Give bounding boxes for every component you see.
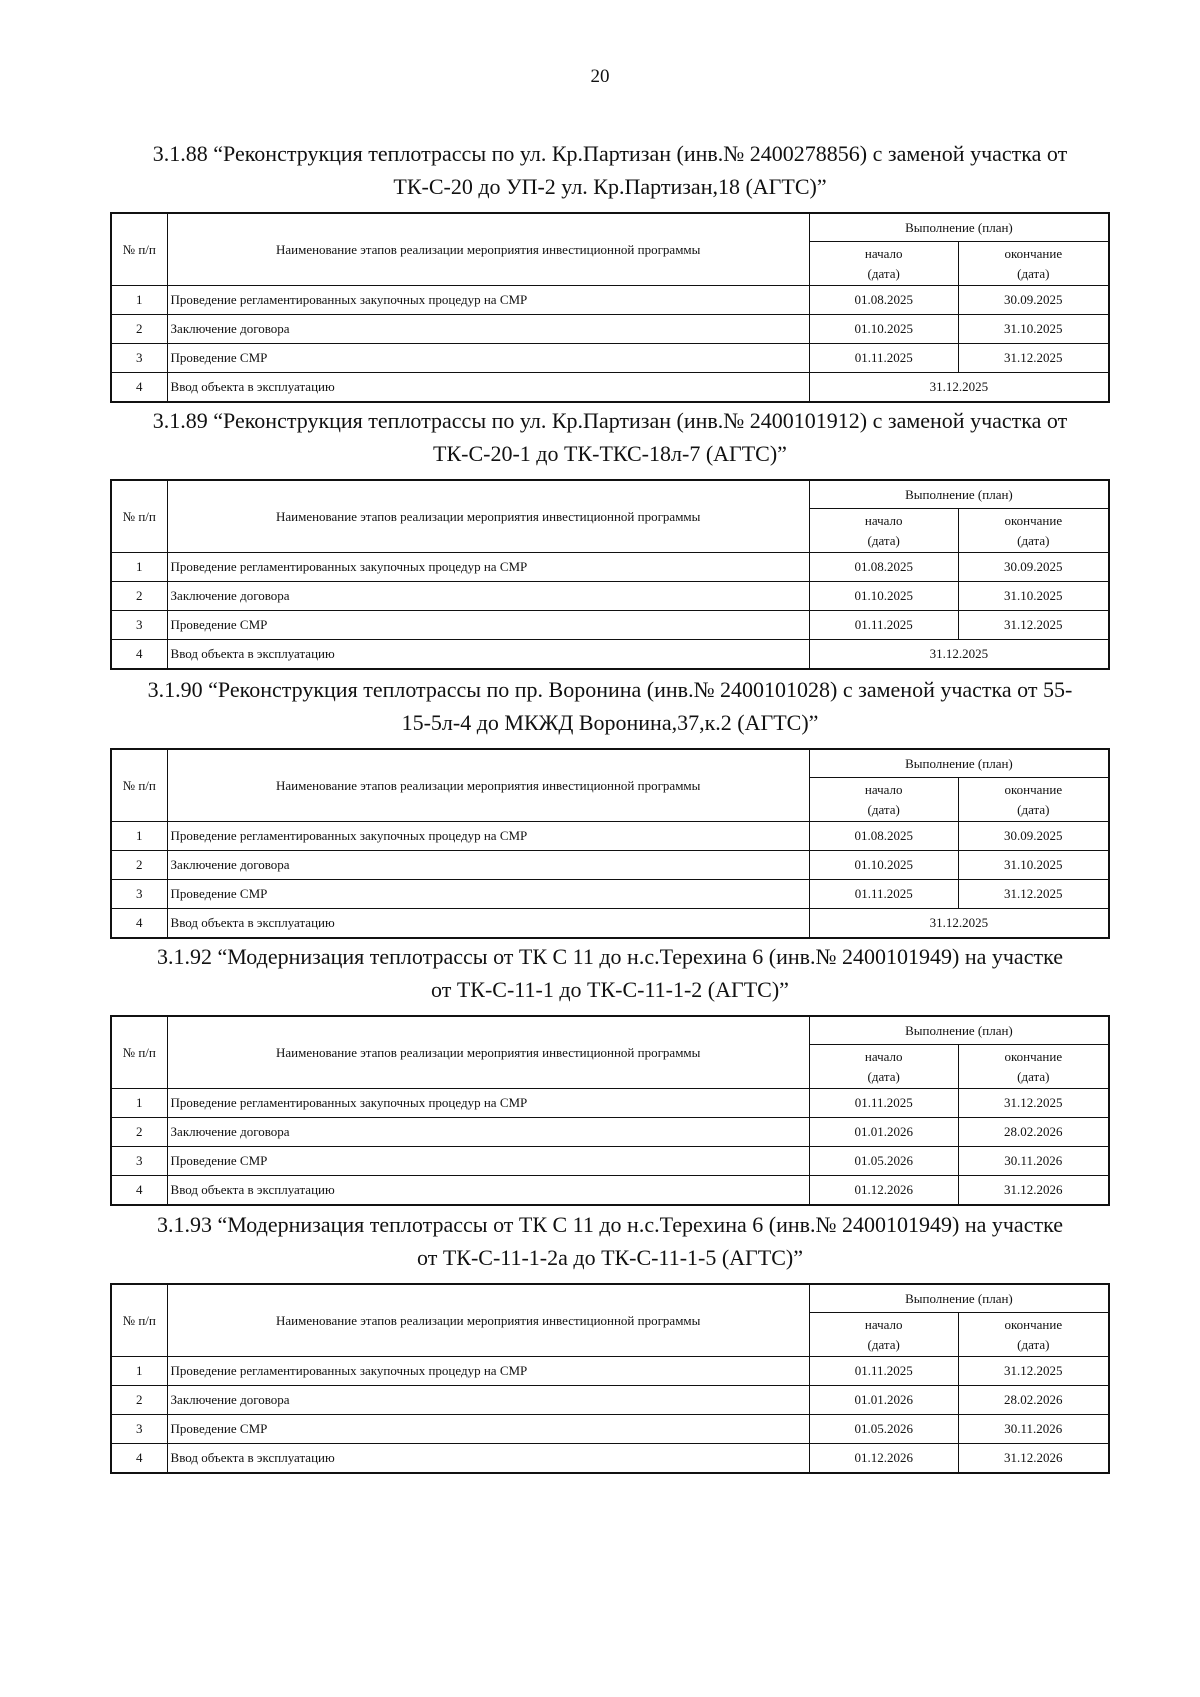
table-row	[111, 1118, 1109, 1147]
section-title-line: от ТК-С-11-1-2а до ТК-С-11-1-5 (АГТС)”	[417, 1245, 803, 1270]
start-date: 01.08.2025	[809, 553, 958, 582]
end-date: 31.12.2025	[958, 611, 1109, 640]
stage-name: Проведение регламентированных закупочных процедур на СМР	[167, 286, 809, 315]
header-num: № п/п	[111, 749, 167, 822]
start-date: 01.11.2025	[809, 611, 958, 640]
start-date: 01.10.2025	[809, 315, 958, 344]
section-title-line: 3.1.92 “Модернизация теплотрассы от ТК С 11 до н.с.Терехина 6 (инв.№ 2400101949) на участке	[157, 944, 1063, 969]
stage-name: Ввод объекта в эксплуатацию	[167, 909, 809, 939]
start-date: 01.05.2026	[809, 1147, 958, 1176]
plan-section	[110, 940, 1110, 1206]
table-row	[111, 822, 1109, 851]
row-number: 2	[111, 315, 167, 344]
header-end	[958, 778, 1109, 822]
row-number: 4	[111, 909, 167, 939]
table-row	[111, 909, 1109, 939]
header-execution: Выполнение (план)	[809, 1016, 1109, 1045]
header-num: № п/п	[111, 1016, 167, 1089]
table-row	[111, 1089, 1109, 1118]
plan-table	[110, 1015, 1110, 1206]
header-end-label: окончание	[1004, 512, 1063, 528]
header-end	[958, 509, 1109, 553]
stage-name: Ввод объекта в эксплуатацию	[167, 373, 809, 403]
row-number: 1	[111, 553, 167, 582]
table-row	[111, 1444, 1109, 1474]
header-start-sub: (дата)	[867, 532, 900, 548]
start-date: 01.08.2025	[809, 822, 958, 851]
stage-name: Проведение регламентированных закупочных процедур на СМР	[167, 553, 809, 582]
section-title	[110, 137, 1110, 203]
end-date: 31.10.2025	[958, 582, 1109, 611]
page-number: 20	[590, 66, 610, 87]
end-date: 30.09.2025	[958, 286, 1109, 315]
header-start	[809, 778, 958, 822]
start-date: 01.12.2026	[809, 1176, 958, 1206]
header-execution: Выполнение (план)	[809, 480, 1109, 509]
section-title	[110, 404, 1110, 470]
header-start-label: начало	[864, 1316, 903, 1332]
table-row	[111, 286, 1109, 315]
end-date: 31.12.2025	[958, 344, 1109, 373]
section-title	[110, 673, 1110, 739]
header-row	[111, 1016, 1109, 1045]
commissioning-date: 31.12.2025	[809, 909, 1109, 939]
row-number: 3	[111, 880, 167, 909]
header-end-label: окончание	[1004, 1048, 1063, 1064]
row-number: 3	[111, 1415, 167, 1444]
start-date: 01.05.2026	[809, 1415, 958, 1444]
table-row	[111, 851, 1109, 880]
row-number: 3	[111, 344, 167, 373]
header-stage-name: Наименование этапов реализации мероприятия инвестиционной программы	[167, 1016, 809, 1089]
section-title	[110, 940, 1110, 1006]
row-number: 3	[111, 1147, 167, 1176]
section-title-line: 3.1.90 “Реконструкция теплотрассы по пр. Воронина (инв.№ 2400101028) с заменой участка от 55-	[147, 677, 1073, 702]
header-execution: Выполнение (план)	[809, 1284, 1109, 1313]
end-date: 31.12.2025	[958, 880, 1109, 909]
table-row	[111, 1386, 1109, 1415]
plan-table	[110, 748, 1110, 939]
section-title-line: 3.1.93 “Модернизация теплотрассы от ТК С 11 до н.с.Терехина 6 (инв.№ 2400101949) на участке	[157, 1212, 1063, 1237]
header-start	[809, 1045, 958, 1089]
header-end-label: окончание	[1004, 245, 1063, 261]
stage-name: Проведение регламентированных закупочных процедур на СМР	[167, 1089, 809, 1118]
header-start-sub: (дата)	[867, 1336, 900, 1352]
end-date: 30.11.2026	[958, 1147, 1109, 1176]
stage-name: Проведение СМР	[167, 1147, 809, 1176]
row-number: 1	[111, 1089, 167, 1118]
end-date: 28.02.2026	[958, 1118, 1109, 1147]
plan-section	[110, 137, 1110, 403]
end-date: 28.02.2026	[958, 1386, 1109, 1415]
table-row	[111, 582, 1109, 611]
header-end	[958, 1313, 1109, 1357]
stage-name: Заключение договора	[167, 1118, 809, 1147]
plan-table	[110, 212, 1110, 403]
header-end	[958, 1045, 1109, 1089]
row-number: 2	[111, 1118, 167, 1147]
commissioning-date: 31.12.2025	[809, 640, 1109, 670]
header-end-label: окончание	[1004, 1316, 1063, 1332]
end-date: 30.09.2025	[958, 822, 1109, 851]
header-start	[809, 1313, 958, 1357]
header-row	[111, 213, 1109, 242]
plan-table	[110, 1283, 1110, 1474]
start-date: 01.01.2026	[809, 1118, 958, 1147]
table-row	[111, 373, 1109, 403]
start-date: 01.11.2025	[809, 344, 958, 373]
stage-name: Проведение СМР	[167, 1415, 809, 1444]
header-start-label: начало	[864, 1048, 903, 1064]
table-row	[111, 1176, 1109, 1206]
header-row	[111, 749, 1109, 778]
table-row	[111, 1357, 1109, 1386]
end-date: 31.12.2025	[958, 1357, 1109, 1386]
start-date: 01.11.2025	[809, 880, 958, 909]
row-number: 2	[111, 1386, 167, 1415]
start-date: 01.08.2025	[809, 286, 958, 315]
stage-name: Проведение регламентированных закупочных процедур на СМР	[167, 822, 809, 851]
header-row	[111, 1284, 1109, 1313]
header-end-label: окончание	[1004, 781, 1063, 797]
stage-name: Проведение СМР	[167, 880, 809, 909]
stage-name: Заключение договора	[167, 315, 809, 344]
plan-table	[110, 479, 1110, 670]
section-title-line: 3.1.89 “Реконструкция теплотрассы по ул. Кр.Партизан (инв.№ 2400101912) с заменой участка от	[152, 408, 1068, 433]
header-end-sub: (дата)	[1017, 265, 1050, 281]
plan-section	[110, 1208, 1110, 1474]
end-date: 31.10.2025	[958, 851, 1109, 880]
header-start	[809, 509, 958, 553]
stage-name: Заключение договора	[167, 582, 809, 611]
header-execution: Выполнение (план)	[809, 213, 1109, 242]
row-number: 1	[111, 286, 167, 315]
header-end-sub: (дата)	[1017, 1068, 1050, 1084]
end-date: 31.10.2025	[958, 315, 1109, 344]
header-start-label: начало	[864, 781, 903, 797]
row-number: 2	[111, 851, 167, 880]
section-title-line: ТК-С-20 до УП-2 ул. Кр.Партизан,18 (АГТС)”	[393, 174, 827, 199]
header-stage-name: Наименование этапов реализации мероприятия инвестиционной программы	[167, 213, 809, 286]
header-end	[958, 242, 1109, 286]
end-date: 31.12.2026	[958, 1444, 1109, 1474]
header-stage-name: Наименование этапов реализации мероприятия инвестиционной программы	[167, 749, 809, 822]
commissioning-date: 31.12.2025	[809, 373, 1109, 403]
start-date: 01.01.2026	[809, 1386, 958, 1415]
row-number: 4	[111, 1444, 167, 1474]
stage-name: Заключение договора	[167, 851, 809, 880]
header-stage-name: Наименование этапов реализации мероприятия инвестиционной программы	[167, 1284, 809, 1357]
table-row	[111, 1415, 1109, 1444]
row-number: 1	[111, 1357, 167, 1386]
header-end-sub: (дата)	[1017, 1336, 1050, 1352]
start-date: 01.12.2026	[809, 1444, 958, 1474]
header-row	[111, 480, 1109, 509]
end-date: 30.09.2025	[958, 553, 1109, 582]
row-number: 2	[111, 582, 167, 611]
stage-name: Ввод объекта в эксплуатацию	[167, 1444, 809, 1474]
table-row	[111, 315, 1109, 344]
row-number: 4	[111, 1176, 167, 1206]
header-start-label: начало	[864, 512, 903, 528]
row-number: 3	[111, 611, 167, 640]
header-start-sub: (дата)	[867, 1068, 900, 1084]
table-row	[111, 344, 1109, 373]
stage-name: Проведение СМР	[167, 344, 809, 373]
header-start-sub: (дата)	[867, 801, 900, 817]
stage-name: Ввод объекта в эксплуатацию	[167, 1176, 809, 1206]
header-num: № п/п	[111, 1284, 167, 1357]
header-num: № п/п	[111, 213, 167, 286]
section-title-line: ТК-С-20-1 до ТК-ТКС-18л-7 (АГТС)”	[433, 441, 787, 466]
section-title-line: от ТК-С-11-1 до ТК-С-11-1-2 (АГТС)”	[431, 977, 789, 1002]
header-start	[809, 242, 958, 286]
table-row	[111, 1147, 1109, 1176]
section-title-line: 15-5л-4 до МКЖД Воронина,37,к.2 (АГТС)”	[401, 710, 819, 735]
end-date: 30.11.2026	[958, 1415, 1109, 1444]
table-row	[111, 640, 1109, 670]
table-row	[111, 553, 1109, 582]
table-row	[111, 880, 1109, 909]
stage-name: Проведение СМР	[167, 611, 809, 640]
header-num: № п/п	[111, 480, 167, 553]
start-date: 01.10.2025	[809, 851, 958, 880]
stage-name: Ввод объекта в эксплуатацию	[167, 640, 809, 670]
row-number: 1	[111, 822, 167, 851]
section-title	[110, 1208, 1110, 1274]
row-number: 4	[111, 640, 167, 670]
row-number: 4	[111, 373, 167, 403]
start-date: 01.11.2025	[809, 1089, 958, 1118]
header-end-sub: (дата)	[1017, 532, 1050, 548]
header-start-sub: (дата)	[867, 265, 900, 281]
end-date: 31.12.2026	[958, 1176, 1109, 1206]
header-execution: Выполнение (план)	[809, 749, 1109, 778]
header-stage-name: Наименование этапов реализации мероприятия инвестиционной программы	[167, 480, 809, 553]
plan-section	[110, 404, 1110, 670]
stage-name: Проведение регламентированных закупочных процедур на СМР	[167, 1357, 809, 1386]
stage-name: Заключение договора	[167, 1386, 809, 1415]
plan-section	[110, 673, 1110, 939]
header-end-sub: (дата)	[1017, 801, 1050, 817]
end-date: 31.12.2025	[958, 1089, 1109, 1118]
header-start-label: начало	[864, 245, 903, 261]
table-row	[111, 611, 1109, 640]
start-date: 01.10.2025	[809, 582, 958, 611]
section-title-line: 3.1.88 “Реконструкция теплотрассы по ул. Кр.Партизан (инв.№ 2400278856) с заменой участка от	[152, 141, 1068, 166]
start-date: 01.11.2025	[809, 1357, 958, 1386]
